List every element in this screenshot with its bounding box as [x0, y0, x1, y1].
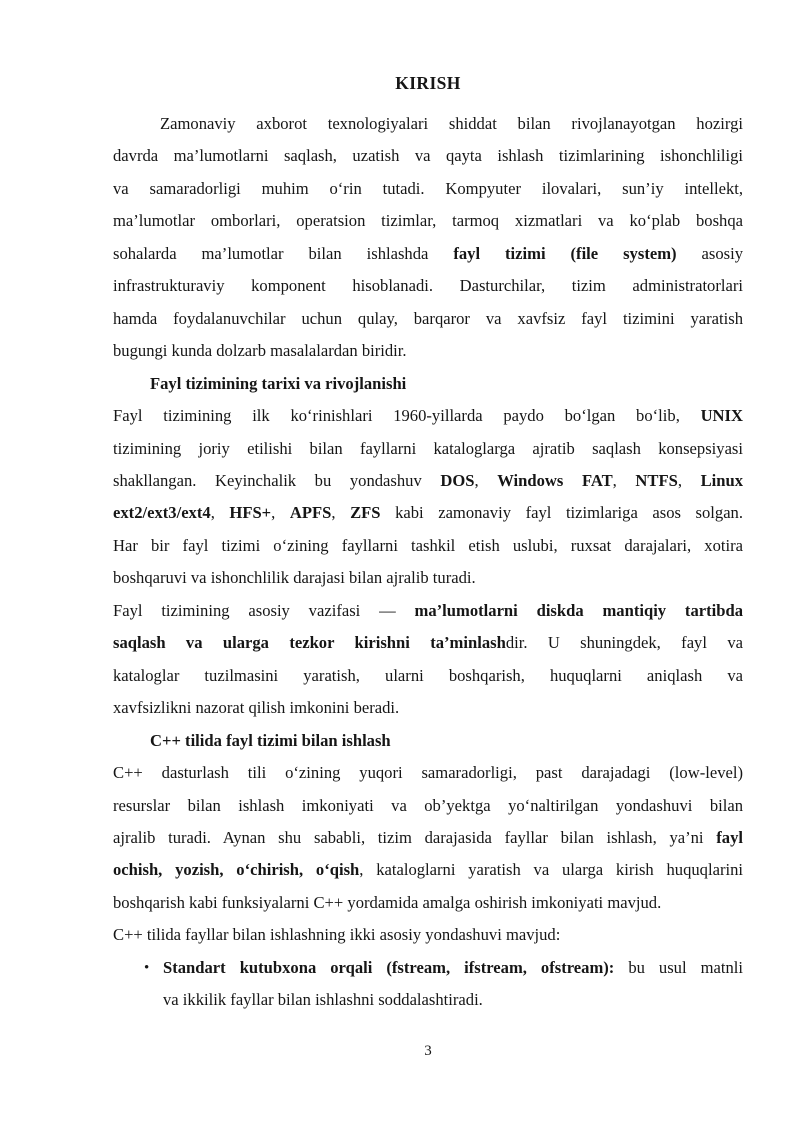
bullet-icon: •	[144, 959, 150, 976]
bold-text-run: C++ tilida fayl tizimi bilan ishlash	[150, 730, 391, 750]
bold-text-run: NTFS	[635, 470, 678, 490]
text-run: kabi zamonaviy fayl tizimlariga asos solgan.	[380, 503, 744, 523]
text-line	[113, 497, 743, 529]
text-run: ,	[210, 503, 230, 523]
text-line	[113, 919, 743, 951]
bold-text-run: Windows FAT	[497, 470, 613, 490]
bold-text-run: Linux	[700, 470, 744, 490]
bold-text-run: fayl tizimi (file system)	[453, 243, 677, 263]
document-content	[113, 66, 743, 1017]
text-run: ,	[677, 470, 701, 490]
text-run: asosiy	[676, 243, 743, 263]
text-run: ma’lumotlar omborlari, operatsion tizimlar, tarmoq xizmatlari va ko‘plab boshqa	[113, 211, 743, 231]
bold-text-run: Fayl tizimining tarixi va rivojlanishi	[150, 373, 407, 393]
text-run: Fayl tizimining ilk ko‘rinishlari 1960-yillarda paydo bo‘lgan bo‘lib,	[113, 406, 701, 426]
text-line	[113, 692, 743, 724]
text-run: sohalarda ma’lumotlar bilan ishlashda	[113, 243, 454, 263]
bold-text-run: ext2/ext3/ext4	[113, 503, 211, 523]
bold-text-run: ZFS	[350, 503, 381, 523]
text-run: kataloglar tuzilmasini yaratish, ularni boshqarish, huquqlarni aniqlash va	[113, 665, 743, 685]
text-run: Zamonaviy axborot texnologiyalari shiddat bilan rivojlanayotgan hozirgi	[160, 114, 743, 133]
text-run: ,	[271, 503, 290, 523]
text-line	[113, 270, 743, 302]
text-run: boshqaruvi va ishonchlilik darajasi bilan ajralib turadi.	[113, 568, 476, 588]
text-line	[113, 984, 743, 1016]
text-line	[113, 465, 743, 497]
text-run: resurslar bilan ishlash imkoniyati va ob’yektga yo‘naltirilgan yondashuvi bilan	[113, 795, 743, 815]
text-line	[113, 887, 743, 919]
text-run: ,	[331, 503, 351, 523]
bold-text-run: DOS	[440, 470, 475, 490]
bold-text-run: ochish, yozish, o‘chirish, o‘qish	[113, 860, 360, 880]
text-line	[113, 400, 743, 432]
text-line	[113, 562, 743, 594]
bold-text-run: fayl	[716, 827, 743, 847]
text-line	[113, 595, 743, 627]
section-heading	[113, 368, 743, 400]
text-line	[113, 205, 743, 237]
text-line	[113, 173, 743, 205]
text-line	[113, 108, 743, 140]
text-run: va samaradorligi muhim o‘rin tutadi. Kompyuter ilovalari, sun’iy intellekt,	[113, 178, 743, 198]
text-run: dir. U shuningdek, fayl va	[505, 633, 743, 653]
text-run: tizimining joriy etilishi bilan fayllarni kataloglarga ajratib saqlash konsepsiyasi	[113, 438, 743, 458]
text-run: bu usul matnli	[614, 957, 743, 977]
text-line	[113, 822, 743, 854]
text-run: boshqarish kabi funksiyalarni C++ yordamida amalga oshirish imkoniyati mavjud.	[113, 892, 662, 912]
text-run: ajralib turadi. Aynan shu sababli, tizim darajasida fayllar bilan ishlash, ya’ni	[113, 827, 717, 847]
text-line	[113, 433, 743, 465]
bold-text-run: HFS+	[229, 503, 272, 523]
bold-text-run: UNIX	[700, 406, 743, 426]
text-line	[113, 238, 743, 270]
bold-text-run: saqlash va ularga tezkor kirishni ta’minlash	[113, 633, 506, 653]
text-run: bugungi kunda dolzarb masalalardan biridir.	[113, 341, 407, 361]
document-title: KIRISH	[395, 73, 461, 93]
text-line	[113, 530, 743, 562]
text-run: Har bir fayl tizimi o‘zining fayllarni tashkil etish uslubi, ruxsat darajalari, xotira	[113, 535, 743, 555]
text-run: C++ tilida fayllar bilan ishlashning ikki asosiy yondashuvi mavjud:	[113, 925, 561, 945]
text-run: Fayl tizimining asosiy vazifasi —	[113, 600, 415, 620]
text-line	[113, 854, 743, 886]
page-number: 3	[424, 1043, 432, 1059]
text-line	[113, 790, 743, 822]
text-line	[113, 140, 743, 172]
text-run: , kataloglarni yaratish va ularga kirish huquqlarini	[359, 860, 743, 880]
section-heading	[113, 725, 743, 757]
text-run: C++ dasturlash tili o‘zining yuqori samaradorligi, past darajadagi (low-level)	[113, 763, 743, 783]
text-line	[113, 627, 743, 659]
text-run: ,	[474, 470, 498, 490]
text-run: davrda ma’lumotlarni saqlash, uzatish va qayta ishlash tizimlarining ishonchliligi	[113, 146, 743, 166]
text-line	[113, 952, 743, 984]
text-line	[113, 660, 743, 692]
document-body	[113, 108, 743, 1017]
text-run: xavfsizlikni nazorat qilish imkonini beradi.	[113, 698, 400, 718]
text-line	[113, 303, 743, 335]
bold-text-run: Standart kutubxona orqali (fstream, ifstream, ofstream):	[163, 957, 615, 977]
bold-text-run: APFS	[289, 503, 332, 523]
text-line	[113, 757, 743, 789]
text-line	[113, 335, 743, 367]
bold-text-run: ma’lumotlarni diskda mantiqiy tartibda	[414, 600, 743, 620]
text-run: va ikkilik fayllar bilan ishlashni soddalashtiradi.	[163, 990, 483, 1010]
text-run: ,	[612, 470, 636, 490]
text-run: shakllangan. Keyinchalik bu yondashuv	[113, 470, 441, 490]
text-run: infrastrukturaviy komponent hisoblanadi. Dasturchilar, tizim administratorlari	[113, 276, 743, 296]
text-run: hamda foydalanuvchilar uchun qulay, barqaror va xavfsiz fayl tizimini yaratish	[113, 308, 743, 328]
